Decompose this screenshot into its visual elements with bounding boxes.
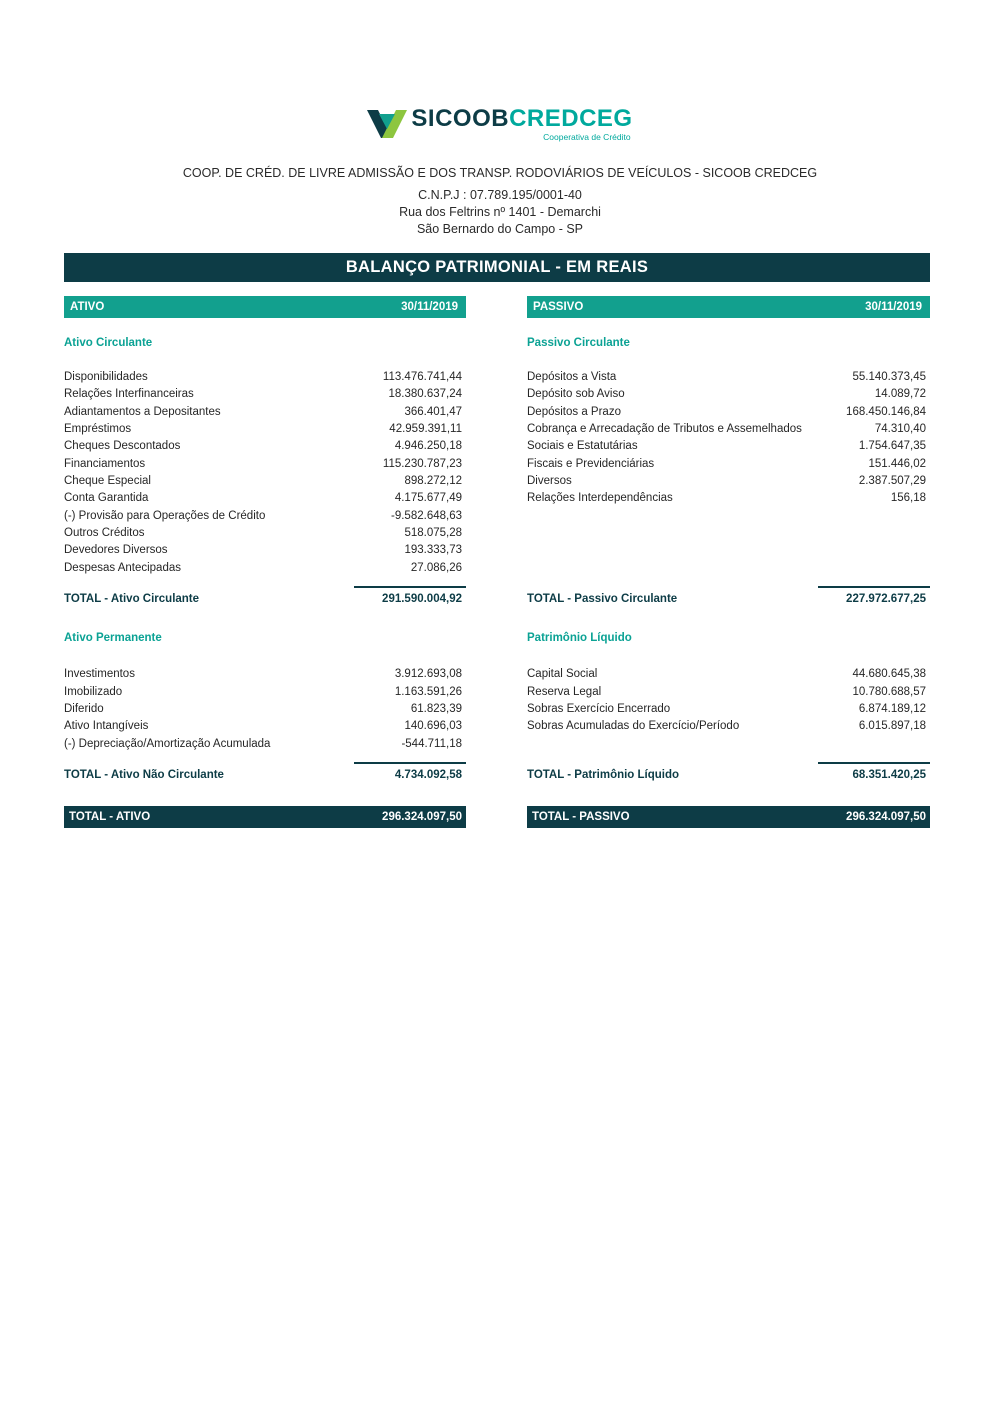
- item-value: 42.959.391,11: [389, 422, 462, 435]
- line-item-row: [64, 421, 466, 438]
- item-label: (-) Provisão para Operações de Crédito: [64, 509, 266, 522]
- item-value: 113.476.741,44: [382, 371, 462, 383]
- item-label: Imobilizado: [64, 685, 123, 698]
- company-name: COOP. DE CRÉD. DE LIVRE ADMISSÃO E DOS TRANSP. RODOVIÁRIOS DE VEÍCULOS - SICOOB CREDCEG: [182, 166, 818, 180]
- passivo-circulante-rows: [527, 369, 930, 508]
- item-value: 366.401,47: [404, 405, 462, 418]
- total-value: 227.972.677,25: [818, 586, 930, 608]
- line-item-row: [527, 404, 930, 421]
- report-title-bar: BALANÇO PATRIMONIAL - EM REAIS: [64, 253, 930, 282]
- ativo-header-bar: [64, 296, 466, 318]
- line-item-row: [64, 684, 466, 701]
- balance-columns: [64, 296, 930, 828]
- grand-total-value: 296.324.097,50: [846, 811, 926, 824]
- section-title-ativo-circulante: Ativo Circulante: [64, 337, 153, 349]
- item-label: Cheques Descontados: [64, 440, 181, 453]
- item-label: Capital Social: [527, 668, 598, 681]
- spacer: [527, 508, 930, 577]
- item-label: Investimentos: [64, 668, 135, 681]
- logo-tagline: Cooperativa de Crédito: [543, 132, 631, 142]
- item-label: Outros Créditos: [64, 526, 145, 539]
- item-value: 1.754.647,35: [858, 440, 926, 453]
- total-ativo-nao-circulante: [64, 762, 466, 784]
- line-item-row: [527, 386, 930, 403]
- item-label: (-) Depreciação/Amortização Acumulada: [64, 737, 271, 750]
- item-value: 6.874.189,12: [858, 702, 926, 715]
- line-item-row: [64, 438, 466, 455]
- item-label: Sobras Acumuladas do Exercício/Período: [527, 720, 740, 733]
- item-value: 10.780.688,57: [852, 685, 926, 698]
- item-label: Devedores Diversos: [64, 544, 168, 557]
- company-city: São Bernardo do Campo - SP: [416, 222, 584, 236]
- item-value: 115.230.787,23: [382, 457, 462, 470]
- line-item-row: [527, 438, 930, 455]
- line-item-row: [527, 718, 930, 735]
- item-value: 2.387.507,29: [858, 474, 926, 487]
- logo-brand: SICOOB: [411, 105, 510, 132]
- grand-total-label: TOTAL - ATIVO: [69, 811, 151, 824]
- line-item-row: [64, 386, 466, 403]
- passivo-header-bar: [527, 296, 930, 318]
- item-value: 168.450.146,84: [846, 405, 926, 418]
- line-item-row: [64, 508, 466, 525]
- item-label: Relações Interfinanceiras: [64, 388, 194, 401]
- line-item-row: [527, 666, 930, 683]
- item-value: 6.015.897,18: [858, 720, 926, 733]
- total-patrimonio-liquido: [527, 762, 930, 784]
- passivo-column: [527, 296, 930, 828]
- line-item-row: [64, 456, 466, 473]
- ativo-header-label: ATIVO: [70, 301, 105, 313]
- line-item-row: [64, 701, 466, 718]
- line-item-row: [527, 456, 930, 473]
- ativo-column: [64, 296, 466, 828]
- line-item-row: [527, 684, 930, 701]
- total-value: 68.351.420,25: [818, 762, 930, 784]
- item-value: 140.696,03: [404, 720, 462, 733]
- total-label: TOTAL - Passivo Circulante: [527, 592, 678, 605]
- line-item-row: [64, 736, 466, 753]
- total-value: 291.590.004,92: [354, 586, 466, 608]
- logo-text: [411, 106, 632, 142]
- item-value: 1.163.591,26: [394, 685, 462, 698]
- line-item-row: [527, 473, 930, 490]
- item-value: 4.175.677,49: [394, 492, 462, 505]
- item-value: 61.823,39: [410, 702, 462, 715]
- line-item-row: [64, 404, 466, 421]
- logo-wordmark: [411, 106, 632, 132]
- item-label: Diferido: [64, 702, 104, 715]
- grand-total-label: TOTAL - PASSIVO: [532, 811, 630, 824]
- item-value: 18.380.637,24: [388, 388, 462, 401]
- item-label: Reserva Legal: [527, 685, 602, 698]
- item-value: 74.310,40: [874, 422, 926, 435]
- total-value: 4.734.092,58: [354, 762, 466, 784]
- total-passivo-circulante: [527, 586, 930, 608]
- item-value: 193.333,73: [404, 544, 462, 557]
- patrimonio-liquido-rows: [527, 666, 930, 735]
- item-value: 898.272,12: [404, 474, 462, 487]
- item-label: Sociais e Estatutárias: [527, 440, 638, 453]
- line-item-row: [64, 525, 466, 542]
- line-item-row: [527, 369, 930, 386]
- item-label: Fiscais e Previdenciárias: [527, 457, 655, 470]
- item-label: Empréstimos: [64, 422, 132, 435]
- item-label: Sobras Exercício Encerrado: [527, 702, 671, 715]
- item-value: -544.711,18: [401, 737, 462, 750]
- company-cnpj: C.N.P.J : 07.789.195/0001-40: [418, 188, 582, 202]
- item-label: Depósitos a Prazo: [527, 405, 621, 418]
- line-item-row: [64, 542, 466, 559]
- total-label: TOTAL - Ativo Não Circulante: [64, 768, 224, 781]
- passivo-header-label: PASSIVO: [533, 301, 584, 313]
- line-item-row: [64, 560, 466, 577]
- item-value: 44.680.645,38: [852, 668, 926, 681]
- total-label: TOTAL - Ativo Circulante: [64, 592, 200, 605]
- line-item-row: [64, 718, 466, 735]
- logo-suffix: CREDCEG: [509, 105, 633, 132]
- sicoob-v-icon: [367, 108, 407, 140]
- section-title-ativo-permanente: Ativo Permanente: [64, 632, 162, 645]
- spacer: [527, 736, 930, 753]
- item-label: Ativo Intangíveis: [64, 720, 149, 733]
- item-value: 4.946.250,18: [394, 440, 462, 453]
- item-value: 156,18: [890, 492, 926, 505]
- line-item-row: [64, 473, 466, 490]
- ativo-header-date: 30/11/2019: [401, 301, 458, 313]
- line-item-row: [64, 369, 466, 386]
- line-item-row: [64, 666, 466, 683]
- line-item-row: [527, 701, 930, 718]
- ativo-circulante-rows: [64, 369, 466, 577]
- item-label: Adiantamentos a Depositantes: [64, 405, 221, 418]
- item-value: 518.075,28: [404, 526, 462, 539]
- item-label: Disponibilidades: [64, 371, 148, 383]
- grand-total-passivo: [527, 806, 930, 828]
- item-label: Depósito sob Aviso: [527, 388, 625, 401]
- total-ativo-circulante: [64, 586, 466, 608]
- grand-total-ativo: [64, 806, 466, 828]
- section-title-passivo-circulante: Passivo Circulante: [527, 337, 630, 349]
- item-label: Relações Interdependências: [527, 492, 673, 505]
- item-value: 151.446,02: [868, 457, 926, 470]
- item-label: Cobrança e Arrecadação de Tributos e Assemelhados: [527, 422, 802, 435]
- item-value: 3.912.693,08: [394, 668, 462, 681]
- item-label: Cheque Especial: [64, 474, 151, 487]
- item-label: Depósitos a Vista: [527, 371, 617, 383]
- item-value: 14.089,72: [874, 388, 926, 401]
- ativo-permanente-rows: [64, 666, 466, 753]
- section-title-patrimonio-liquido: Patrimônio Líquido: [527, 632, 632, 645]
- sicoob-logo: [0, 106, 1000, 142]
- item-label: Diversos: [527, 474, 572, 487]
- item-value: 27.086,26: [410, 561, 462, 574]
- line-item-row: [527, 421, 930, 438]
- item-value: 55.140.373,45: [852, 371, 926, 383]
- line-item-row: [527, 490, 930, 507]
- grand-total-value: 296.324.097,50: [382, 811, 462, 824]
- item-value: -9.582.648,63: [391, 509, 462, 522]
- passivo-header-date: 30/11/2019: [865, 301, 922, 313]
- item-label: Conta Garantida: [64, 492, 149, 505]
- item-label: Despesas Antecipadas: [64, 561, 181, 574]
- company-address: Rua dos Feltrins nº 1401 - Demarchi: [399, 205, 601, 219]
- item-label: Financiamentos: [64, 457, 146, 470]
- line-item-row: [64, 490, 466, 507]
- total-label: TOTAL - Patrimônio Líquido: [527, 768, 680, 781]
